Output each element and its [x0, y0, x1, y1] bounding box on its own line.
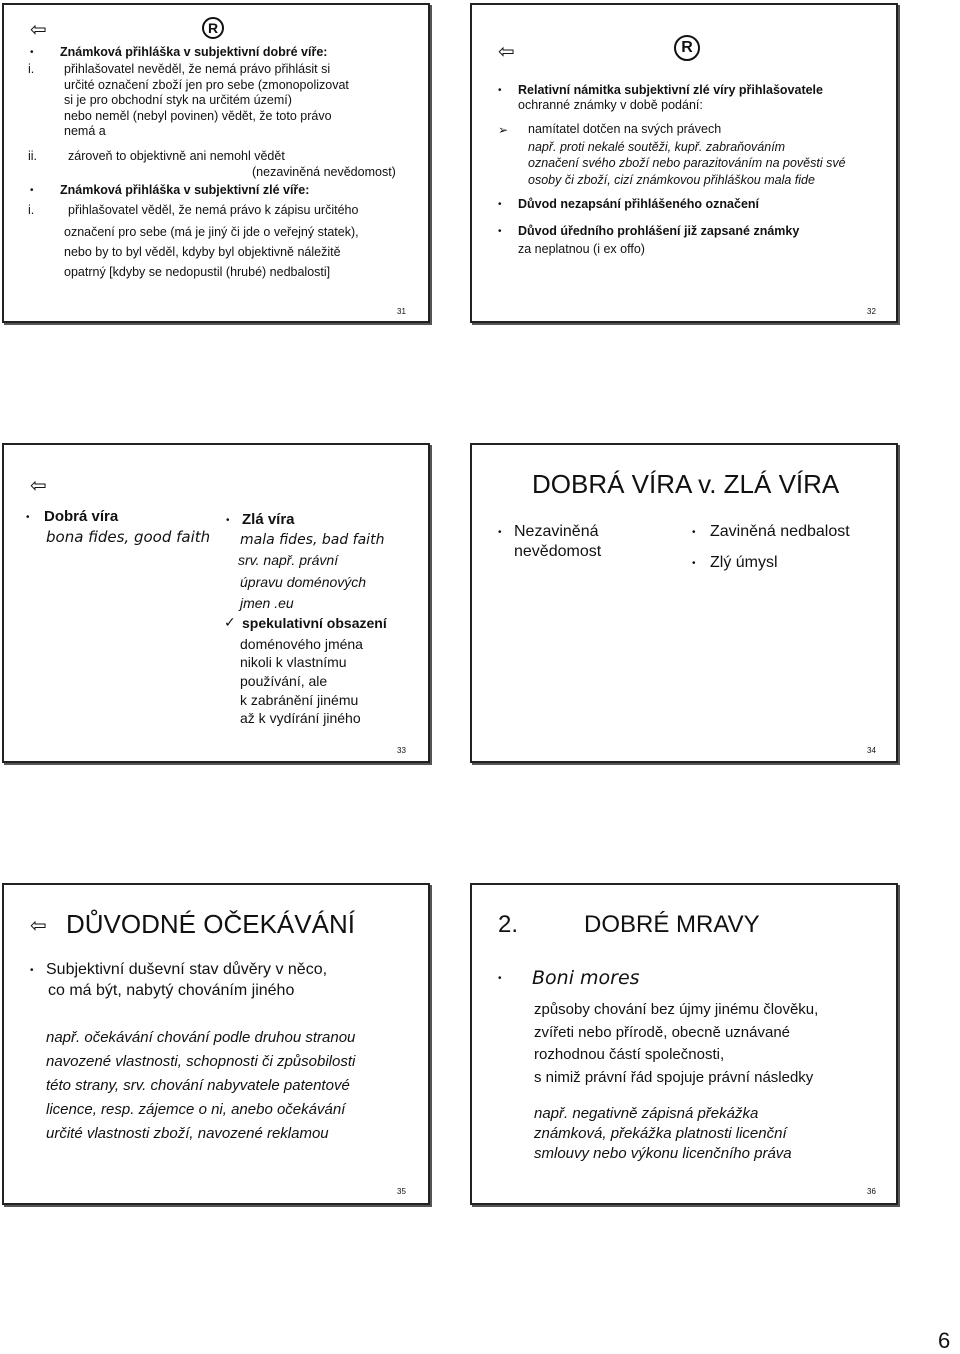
back-arrow-icon[interactable]: ⇦: [30, 913, 47, 937]
slide-number: 35: [397, 1187, 406, 1196]
text-line: Boni mores: [532, 967, 640, 989]
text-line: doménového jména: [240, 636, 363, 652]
slide-number: 31: [397, 307, 406, 316]
slide-36: [470, 883, 898, 1205]
text-line: nevědomost: [514, 543, 602, 560]
bullet-icon: •: [692, 558, 696, 569]
text-line: osoby či zboží, cizí známkovou přihláškou mala fide: [528, 173, 815, 187]
good-faith-latin: bona fides, good faith: [46, 528, 211, 546]
text-line: [242, 615, 387, 631]
bullet-icon: •: [30, 965, 34, 976]
back-arrow-icon[interactable]: ⇦: [30, 17, 47, 41]
text-line: si je pro obchodní styk na určitém území): [64, 93, 292, 107]
text-line: známková, překážka platnosti licenční: [534, 1125, 787, 1142]
bullet-icon: •: [30, 185, 34, 196]
bullet-icon: •: [226, 515, 230, 526]
marker-i: i.: [28, 62, 35, 76]
text-line: navozené vlastnosti, schopnosti či způsobilosti: [46, 1053, 356, 1070]
text-line: zvířeti nebo přírodě, obecně uznávané: [534, 1024, 791, 1041]
text-line: úpravu doménových: [240, 574, 367, 590]
text-line: nebo neměl (nebyl povinen) vědět, že toto právo: [64, 109, 332, 123]
speculative-word: spekulativní obsazení: [242, 615, 387, 631]
slide-title: DOBRÁ VÍRA v. ZLÁ VÍRA: [532, 469, 840, 499]
text-line: za neplatnou (i ex offo): [518, 242, 645, 256]
text-line: způsoby chování bez újmy jinému člověku,: [534, 1001, 819, 1018]
bad-faith-latin: mala fides, bad faith: [240, 532, 385, 548]
text-line: přihlašovatel nevěděl, že nemá právo přihlásit si: [64, 62, 331, 76]
slide-number: 32: [867, 307, 876, 316]
text-line: Důvod nezapsání přihlášeného označení: [518, 197, 760, 211]
bullet-icon: •: [30, 47, 34, 58]
text-line: až k vydírání jiného: [240, 710, 361, 726]
text-line: Relativní námitka subjektivní zlé víry přihlašovatele: [518, 83, 823, 97]
text-line: (nezaviněná nevědomost): [252, 165, 396, 179]
text-line: rozhodnou částí společnosti,: [534, 1046, 725, 1063]
text-line: nemá a: [64, 124, 106, 138]
text-line: určité označení zboží jen pro sebe (zmonopolizovat: [64, 78, 349, 92]
text-line: nikoli k vlastnímu: [240, 654, 347, 670]
text-line: opatrný [kdyby se nedopustil (hrubé) nedbalosti]: [64, 265, 331, 279]
text-line: nebo by to byl věděl, kdyby byl objektivně náležitě: [64, 245, 341, 259]
check-icon: ✓: [224, 615, 236, 631]
registered-mark-icon: R: [202, 17, 224, 39]
slide-31: [2, 3, 430, 323]
text-line: např. negativně zápisná překážka: [534, 1105, 759, 1122]
back-arrow-icon[interactable]: ⇦: [30, 473, 47, 497]
bullet-icon: •: [498, 527, 502, 538]
slide-34: [470, 443, 898, 763]
slide-number: 33: [397, 746, 406, 755]
text-line: ochranné známky v době podání:: [518, 98, 703, 112]
text-line: označení svého zboží nebo parazitováním na pověsti své: [528, 156, 846, 170]
slide-number: 36: [867, 1187, 876, 1196]
bullet-icon: •: [498, 973, 502, 984]
text-line: Nezaviněná: [514, 523, 599, 540]
text-line: smlouvy nebo výkonu licenčního práva: [534, 1145, 792, 1162]
text-line: jmen .eu: [240, 595, 294, 611]
bullet-icon: •: [692, 527, 696, 538]
text-line: co má být, nabytý chováním jiného: [48, 982, 295, 999]
marker-i: i.: [28, 203, 35, 217]
text-line: této strany, srv. chování nabyvatele patentové: [46, 1077, 350, 1094]
text-line: Zlý úmysl: [710, 554, 778, 571]
slide-32: [470, 3, 898, 323]
text-line: používání, ale: [240, 673, 328, 689]
registered-mark-icon: R: [674, 35, 700, 61]
text-line: srv. např. právní: [238, 552, 339, 568]
back-arrow-icon[interactable]: ⇦: [498, 39, 515, 63]
bullet-icon: •: [498, 85, 502, 96]
slide-title: DŮVODNÉ OČEKÁVÁNÍ: [66, 909, 355, 939]
text-line: namítatel dotčen na svých právech: [528, 122, 722, 136]
text-line: Zaviněná nedbalost: [710, 523, 850, 540]
slide-number: 34: [867, 746, 876, 755]
bad-faith-label: Zlá víra: [242, 511, 295, 528]
section-number: 2.: [498, 911, 519, 938]
text-line: s nimiž právní řád spojuje právní následky: [534, 1069, 814, 1086]
slide-33: [2, 443, 430, 763]
text-line: např. proti nekalé soutěži, kupř. zabraňováním: [528, 140, 786, 154]
text-line: určité vlastnosti zboží, navozené reklamou: [46, 1125, 329, 1142]
text-line: zároveň to objektivně ani nemohl vědět: [68, 149, 285, 163]
text-line: přihlašovatel věděl, že nemá právo k zápisu určitého: [68, 203, 359, 217]
text-line: k zabránění jinému: [240, 692, 359, 708]
text-line: např. očekávání chování podle druhou stranou: [46, 1029, 356, 1046]
slide-title: DOBRÉ MRAVY: [584, 911, 760, 938]
text-line: Důvod úředního prohlášení již zapsané známky: [518, 224, 800, 238]
good-faith-label: Dobrá víra: [44, 508, 119, 525]
heading-good-faith: Známková přihláška v subjektivní dobré víře:: [60, 45, 328, 59]
bullet-icon: •: [498, 226, 502, 237]
text-line: označení pro sebe (má je jiný či jde o veřejný statek),: [64, 225, 359, 239]
bullet-icon: •: [498, 199, 502, 210]
page-number: 6: [938, 1328, 951, 1353]
chevron-icon: ➢: [498, 123, 509, 137]
slide-35: [2, 883, 430, 1205]
text-line: Subjektivní duševní stav důvěry v něco,: [46, 961, 328, 978]
bullet-icon: •: [26, 512, 30, 523]
text-line: licence, resp. zájemce o ni, anebo očekávání: [46, 1101, 346, 1118]
marker-ii: ii.: [28, 149, 38, 163]
heading-bad-faith: Známková přihláška v subjektivní zlé víře:: [60, 183, 310, 197]
